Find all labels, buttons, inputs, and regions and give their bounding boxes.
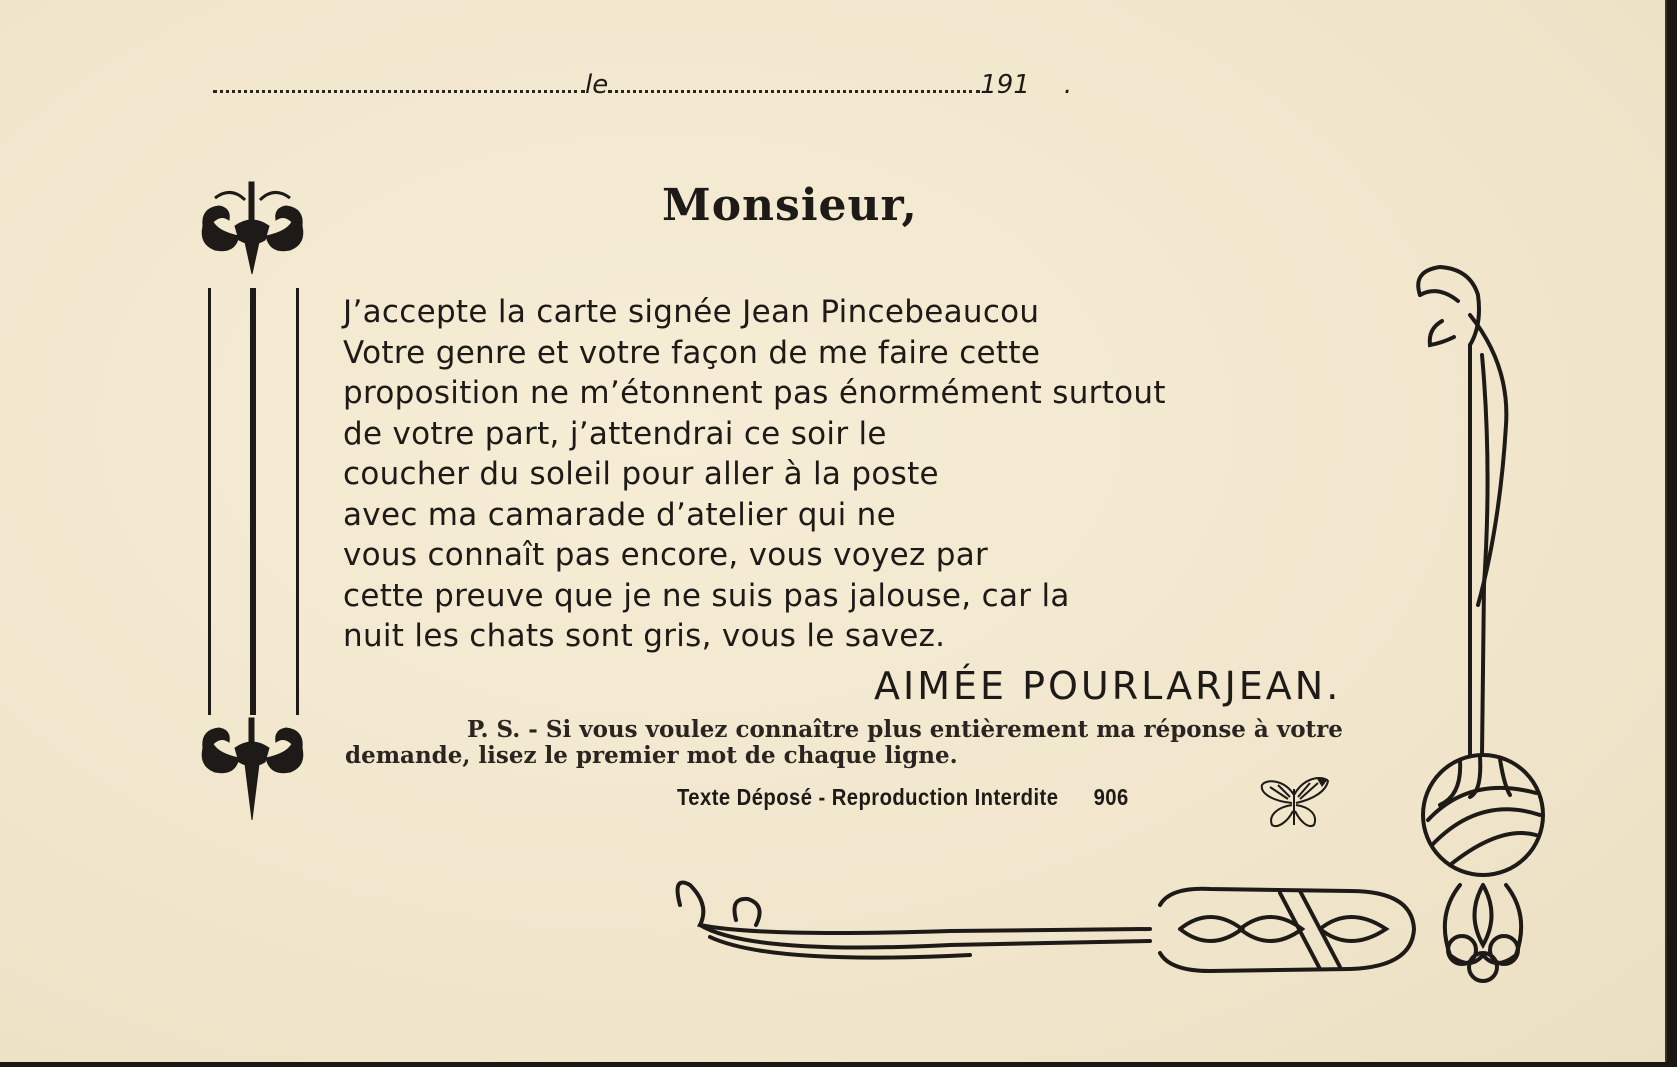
body-line: nuit les chats sont gris, vous le savez. [343, 618, 946, 654]
body-line: proposition ne m’étonnent pas énormément surtout [343, 375, 1166, 411]
postscript-line: demande, lisez le premier mot de chaque ligne. [345, 742, 958, 769]
body-line: Votre genre et votre façon de me faire cette [343, 334, 1041, 371]
dateline [213, 70, 1072, 100]
right-bottom-ornament [670, 265, 1550, 1005]
salutation: Monsieur, [662, 180, 918, 231]
body-line: J’accepte la carte signée Jean Pincebeaucou [343, 294, 1040, 330]
year-prefix: 191 [980, 70, 1030, 100]
bottom-fleur-icon [202, 718, 303, 820]
postscript-line: P. S. - Si vous voulez connaître plus entièrement ma réponse à votre [467, 716, 1343, 743]
place-blank [213, 74, 585, 93]
date-blank [608, 74, 980, 93]
vertical-rule [208, 288, 299, 715]
signature: AIMÉE POURLARJEAN. [874, 664, 1342, 708]
top-fleur-icon [202, 182, 303, 274]
scroll-chain [223, 290, 245, 715]
yarn-ball-icon [1423, 755, 1543, 875]
body-line: vous connaît pas encore, vous voyez par [343, 537, 989, 573]
wheat-sheaf-icon [1160, 889, 1414, 971]
body-line: cette preuve que je ne suis pas jalouse, car la [343, 577, 1070, 614]
left-ornamental-border [195, 178, 310, 823]
copyright-notice: Texte Déposé - Reproduction Interdite [677, 784, 1059, 810]
dateline-connector: le [585, 70, 609, 100]
card-number: 906 [1093, 784, 1129, 810]
body-line: avec ma camarade d’atelier qui ne [343, 496, 897, 533]
dateline-trailing: . [1063, 70, 1073, 100]
body-line: de votre part, j’attendrai ce soir le [343, 415, 887, 452]
body-line: coucher du soleil pour aller à la poste [343, 456, 939, 492]
